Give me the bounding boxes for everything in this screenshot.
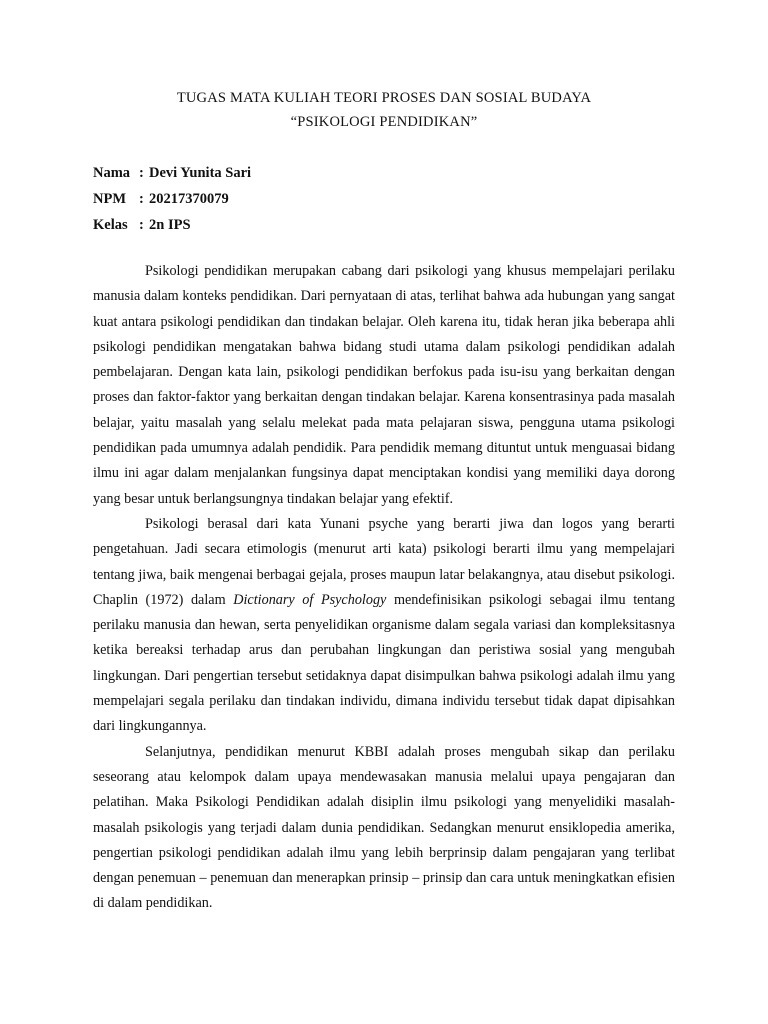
- info-value-kelas: 2n IPS: [149, 217, 191, 233]
- title-line-1: TUGAS MATA KULIAH TEORI PROSES DAN SOSIAL BUDAYA: [176, 90, 592, 106]
- info-separator: :: [139, 217, 144, 233]
- info-value-npm: 20217370079: [149, 191, 229, 207]
- book-title-italic: Dictionary of Psychology: [233, 591, 387, 608]
- info-row-nama: [93, 160, 251, 186]
- paragraph-2-text-a: Psikologi berasal dari kata Yunani psyche yang berarti jiwa dan logos yang berarti pengetahuan. Jadi secara etimologis (menurut arti kata) psikologi berarti ilmu yang mempelajari tentang jiwa, baik mengenai berbagai gejala, proses maupun latar belakangnya, atau disebut psikologi. Chaplin (1972) dalam: [93, 515, 675, 608]
- info-separator: :: [139, 165, 144, 181]
- title-line-2: “PSIKOLOGI PENDIDIKAN”: [290, 114, 478, 130]
- info-row-kelas: [93, 212, 251, 238]
- document-body: [93, 259, 675, 917]
- info-label: NPM: [93, 191, 127, 207]
- student-info: [93, 160, 251, 238]
- paragraph-2: [93, 512, 675, 740]
- paragraph-2-text-b: mendefinisikan psikologi sebagai ilmu tentang perilaku manusia dan hewan, serta penyelidikan organisme dalam segala variasi dan kompleksitasnya ketika bereaksi terhadap arus dan perubahan lingkungan dan peristiwa sosial yang mengubah lingkungan. Dari pengertian tersebut setidaknya dapat disimpulkan bahwa psikologi adalah ilmu yang mempelajari segala perilaku dan tindakan individu, dimana individu tersebut tidak dapat dipisahkan dari lingkungannya.: [93, 591, 675, 735]
- info-row-npm: [93, 186, 251, 212]
- info-value-nama: Devi Yunita Sari: [149, 165, 252, 181]
- paragraph-3: Selanjutnya, pendidikan menurut KBBI adalah proses mengubah sikap dan perilaku seseorang atau kelompok dalam upaya mendewasakan manusia melalui upaya pengajaran dan pelatihan. Maka Psikologi Pendidikan adalah disiplin ilmu psikologi yang menyelidiki masalah-masalah psikologis yang terjadi dalam dunia pendidikan. Sedangkan menurut ensiklopedia amerika, pengertian psikologi pendidikan adalah ilmu yang lebih berprinsip dalam pengajaran yang terlibat dengan penemuan – penemuan dan menerapkan prinsip – prinsip dan cara untuk meningkatkan efisien di dalam pendidikan.: [93, 743, 675, 912]
- paragraph-1: Psikologi pendidikan merupakan cabang dari psikologi yang khusus mempelajari perilaku manusia dalam konteks pendidikan. Dari pernyataan di atas, terlihat bahwa ada hubungan yang sangat kuat antara psikologi pendidikan dan tindakan belajar. Oleh karena itu, tidak heran jika beberapa ahli psikologi pendidikan mengatakan bahwa bidang studi utama dalam psikologi pendidikan adalah pembelajaran. Dengan kata lain, psikologi pendidikan berfokus pada isu-isu yang berkaitan dengan proses dan faktor-faktor yang berkaitan dengan tindakan belajar. Karena konsentrasinya pada masalah belajar, yaitu masalah yang selalu melekat pada mata pelajaran siswa, pengguna utama psikologi pendidikan pada umumnya adalah pendidik. Para pendidik memang dituntut untuk menguasai bidang ilmu ini agar dalam menjalankan fungsinya dapat menciptakan kondisi yang memiliki daya dorong yang besar untuk berlangsungnya tindakan belajar yang efektif.: [93, 263, 675, 507]
- info-label: Kelas: [93, 217, 128, 233]
- document-title: [0, 86, 768, 134]
- info-label: Nama: [93, 165, 131, 181]
- info-separator: :: [139, 191, 144, 207]
